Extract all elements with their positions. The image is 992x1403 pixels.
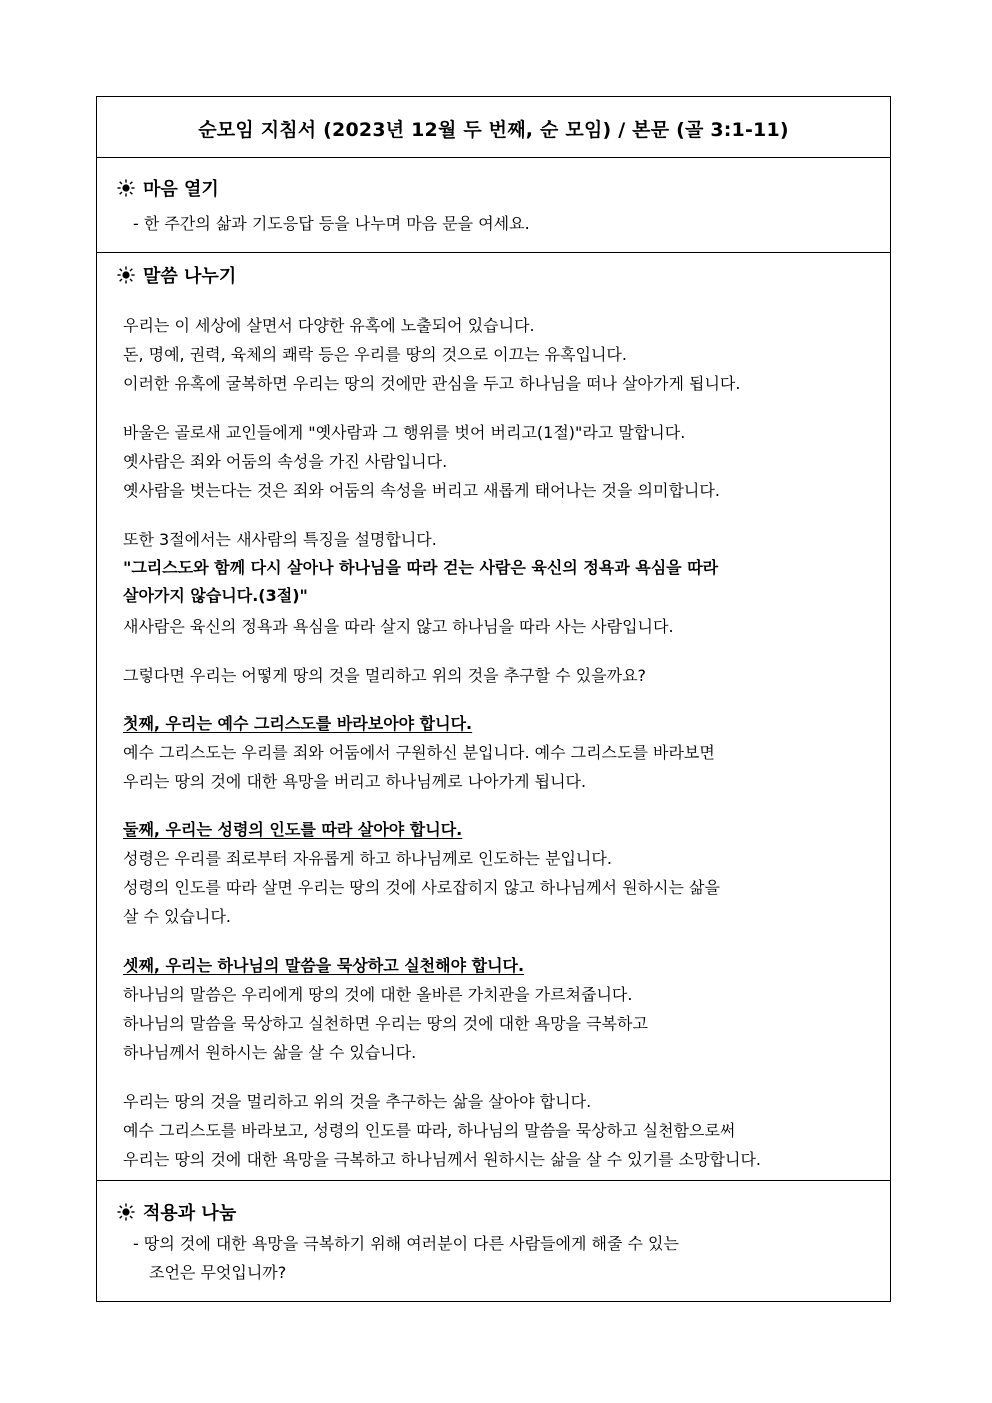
- body-line: 옛사람은 죄와 어둠의 속성을 가진 사람입니다.: [123, 452, 448, 471]
- point-heading-second: 둘째, 우리는 성령의 인도를 따라 살아야 합니다.: [123, 820, 463, 839]
- point-heading-third: 셋째, 우리는 하나님의 말씀을 묵상하고 실천해야 합니다.: [123, 956, 525, 975]
- section-heading-application: [117, 1199, 236, 1225]
- body-line: 우리는 땅의 것을 멀리하고 위의 것을 추구하는 삶을 살아야 합니다.: [123, 1092, 592, 1111]
- opening-instruction: - 한 주간의 삶과 기도응답 등을 나누며 마음 문을 여세요.: [133, 214, 530, 233]
- body-line: 새사람은 육신의 정욕과 욕심을 따라 살지 않고 하나님을 따라 사는 사람입니다.: [123, 617, 674, 636]
- sun-icon: [117, 179, 135, 197]
- divider: [97, 157, 890, 158]
- application-question-continued: 조언은 무엇입니까?: [149, 1263, 287, 1282]
- body-line: 우리는 이 세상에 살면서 다양한 유혹에 노출되어 있습니다.: [123, 316, 535, 335]
- body-line: 하나님께서 원하시는 삶을 살 수 있습니다.: [123, 1043, 417, 1062]
- page-title: 순모임 지침서 (2023년 12월 두 번째, 순 모임) / 본문 (골 3:1-11): [198, 119, 789, 141]
- body-line: 살 수 있습니다.: [123, 907, 231, 926]
- body-line: 예수 그리스도는 우리를 죄와 어둠에서 구원하신 분입니다. 예수 그리스도를 바라보면: [123, 743, 715, 762]
- sun-icon: [117, 1203, 135, 1221]
- point-heading-first: 첫째, 우리는 예수 그리스도를 바라보아야 합니다.: [123, 714, 473, 733]
- body-line: 바울은 골로새 교인들에게 "옛사람과 그 행위를 벗어 버리고(1절)"라고 말합니다.: [123, 423, 686, 442]
- divider: [97, 1180, 890, 1181]
- body-line: 그렇다면 우리는 어떻게 땅의 것을 멀리하고 위의 것을 추구할 수 있을까요?: [123, 666, 647, 685]
- body-line: 이러한 유혹에 굴복하면 우리는 땅의 것에만 관심을 두고 하나님을 떠나 살아가게 됩니다.: [123, 374, 741, 393]
- body-line: 하나님의 말씀을 묵상하고 실천하면 우리는 땅의 것에 대한 욕망을 극복하고: [123, 1014, 648, 1033]
- application-question: - 땅의 것에 대한 욕망을 극복하기 위해 여러분이 다른 사람들에게 해줄 수 있는: [133, 1234, 679, 1253]
- body-line: 돈, 명예, 권력, 육체의 쾌락 등은 우리를 땅의 것으로 이끄는 유혹입니다.: [123, 345, 627, 364]
- scripture-quote: "그리스도와 함께 다시 살아나 하나님을 따라 걷는 사람은 육신의 정욕과 욕심을 따라: [123, 558, 719, 577]
- section-heading-sharing-word: [117, 262, 236, 288]
- guide-document: [96, 96, 891, 1302]
- body-line: 성령의 인도를 따라 살면 우리는 땅의 것에 사로잡히지 않고 하나님께서 원하시는 삶을: [123, 878, 720, 897]
- body-line: 우리는 땅의 것에 대한 욕망을 버리고 하나님께로 나아가게 됩니다.: [123, 772, 587, 791]
- body-line: 옛사람을 벗는다는 것은 죄와 어둠의 속성을 버리고 새롭게 태어나는 것을 의미합니다.: [123, 481, 720, 500]
- body-line: 우리는 땅의 것에 대한 욕망을 극복하고 하나님께서 원하시는 삶을 살 수 있기를 소망합니다.: [123, 1150, 761, 1169]
- scripture-quote: 살아가지 않습니다.(3절)": [123, 586, 308, 605]
- section-title: 적용과 나눔: [143, 1203, 237, 1224]
- section-heading-opening: [117, 175, 219, 201]
- divider: [97, 252, 890, 253]
- body-line: 또한 3절에서는 새사람의 특징을 설명합니다.: [123, 530, 437, 549]
- body-line: 하나님의 말씀은 우리에게 땅의 것에 대한 올바른 가치관을 가르쳐줍니다.: [123, 985, 633, 1004]
- body-line: 예수 그리스도를 바라보고, 성령의 인도를 따라, 하나님의 말씀을 묵상하고 실천함으로써: [123, 1121, 736, 1140]
- sun-icon: [117, 266, 135, 284]
- section-title: 말씀 나누기: [143, 266, 237, 287]
- body-line: 성령은 우리를 죄로부터 자유롭게 하고 하나님께로 인도하는 분입니다.: [123, 849, 612, 868]
- section-title: 마음 열기: [143, 179, 219, 200]
